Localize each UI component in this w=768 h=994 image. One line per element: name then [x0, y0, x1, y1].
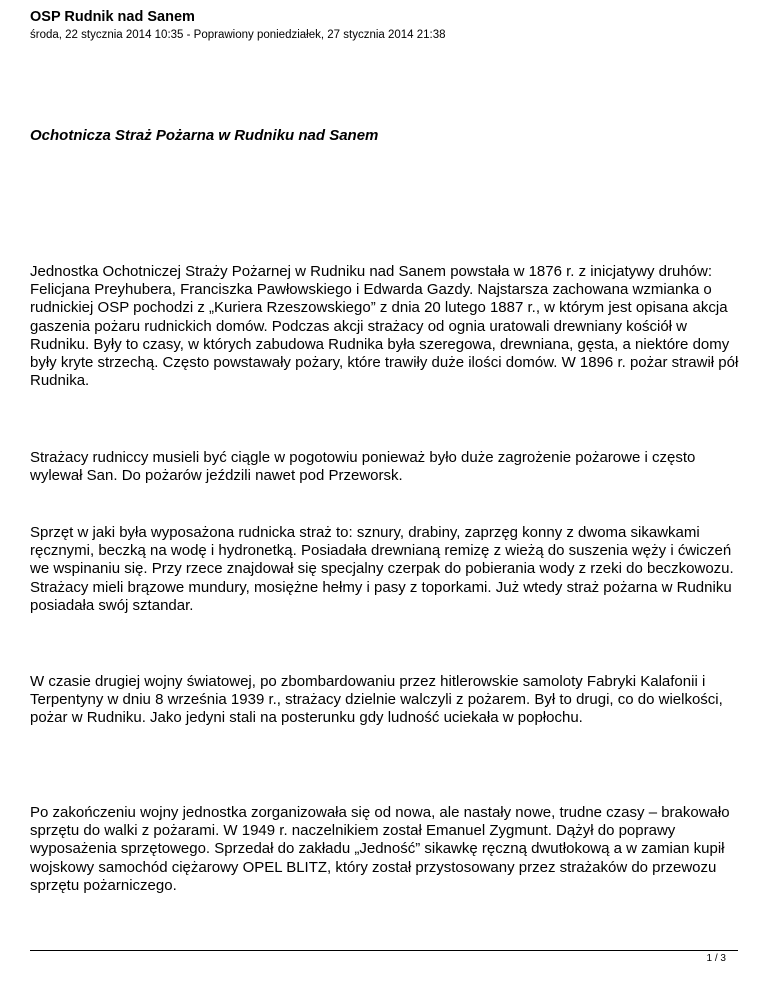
- article-title: Ochotnicza Straż Pożarna w Rudniku nad Sanem: [30, 127, 379, 144]
- publication-date-info: środa, 22 stycznia 2014 10:35 - Poprawiony poniedziałek, 27 stycznia 2014 21:38: [30, 29, 446, 41]
- article-paragraph: W czasie drugiej wojny światowej, po zbombardowaniu przez hitlerowskie samoloty Fabryki Kalafonii i Terpentyny w dniu 8 września 1939 r., strażacy dzielnie walczyli z pożarem. Był to drugi, co do wielkości, pożar w Rudniku. Jako jedyni stali na posterunku gdy ludność uciekała w popłochu.: [30, 673, 723, 727]
- article-paragraph: Strażacy rudniccy musieli być ciągle w pogotowiu ponieważ było duże zagrożenie pożarowe i często wylewał San. Do pożarów jeździli nawet pod Przeworsk.: [30, 449, 696, 485]
- footer-divider: [30, 950, 738, 951]
- article-paragraph: Sprzęt w jaki była wyposażona rudnicka straż to: sznury, drabiny, zaprzęg konny z dwoma sikawkami ręcznymi, beczką na wodę i hydronetką. Posiadała drewnianą remizę z wieżą do suszenia węży i ćwiczeń we wspinaniu się. Przy rzece znajdował się specjalny czerpak do pobierania wody z rzeki do beczkowozu. Strażacy mieli brązowe mundury, mosiężne hełmy i pasy z toporkami. Już wtedy straż pożarna w Rudniku posiadała swój sztandar.: [30, 524, 734, 614]
- page-number: 1 / 3: [706, 953, 726, 964]
- article-paragraph: Jednostka Ochotniczej Straży Pożarnej w Rudniku nad Sanem powstała w 1876 r. z inicjatywy druhów: Felicjana Preyhubera, Franciszka Pawłowskiego i Edwarda Gazdy. Najstarsza zachowana wzmianka o rudnickiej OSP pochodzi z „Kuriera Rzeszowskiego” z dnia 20 lutego 1887 r., w którym jest opisana akcja gaszenia pożaru rudnickich domów. Podczas akcji strażacy od ognia uratowali drewniany kościół w Rudniku. Były to czasy, w których zabudowa Rudnika była szeregowa, drewniana, gęsta, a niektóre domy były kryte strzechą. Często powstawały pożary, które trawiły duże ilości domów. W 1896 r. pożar strawił pół Rudnika.: [30, 263, 739, 390]
- article-paragraph: Po zakończeniu wojny jednostka zorganizowała się od nowa, ale nastały nowe, trudne czasy – brakowało sprzętu do walki z pożarami. W 1949 r. naczelnikiem został Emanuel Zygmunt. Dążył do poprawy wyposażenia sprzętowego. Sprzedał do zakładu „Jedność” sikawkę ręczną dwutłokową a w zamian kupił wojskowy samochód ciężarowy OPEL BLITZ, który został przystosowany przez strażaków do przewozu sprzętu pożarniczego.: [30, 804, 730, 894]
- site-title: OSP Rudnik nad Sanem: [30, 9, 195, 25]
